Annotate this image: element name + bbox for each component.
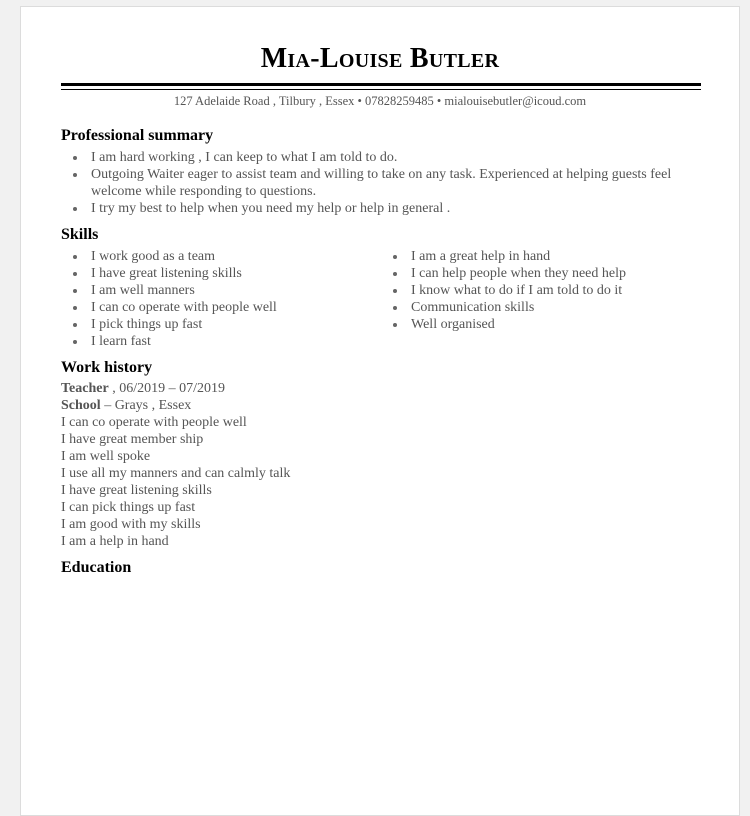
header-divider-thin — [61, 89, 701, 90]
skill-item: I pick things up fast — [61, 316, 371, 333]
work-history-heading: Work history — [61, 359, 153, 376]
work-history-entry — [61, 380, 290, 550]
resume-name: Mia-Louise Butler — [260, 43, 500, 74]
header-divider-thick — [61, 83, 701, 86]
summary-list — [61, 149, 701, 217]
education-heading: Education — [61, 559, 132, 576]
skill-item: I can co operate with people well — [61, 299, 371, 316]
resume-page — [20, 6, 740, 816]
work-detail-line: I use all my manners and can calmly talk — [61, 466, 291, 481]
work-detail-line: I can pick things up fast — [61, 500, 196, 515]
skill-item: I know what to do if I am told to do it — [381, 282, 701, 299]
skill-item: I have great listening skills — [61, 265, 371, 282]
employer-location: – Grays , Essex — [100, 398, 192, 413]
skills-list-right — [381, 248, 701, 333]
work-detail-line: I am well spoke — [61, 449, 151, 464]
skills-list-left — [61, 248, 371, 350]
skill-item: I learn fast — [61, 333, 371, 350]
summary-item: I am hard working , I can keep to what I am told to do. — [61, 149, 701, 166]
work-detail-line: I have great member ship — [61, 432, 204, 447]
job-title: Teacher — [61, 381, 109, 396]
summary-item: Outgoing Waiter eager to assist team and willing to take on any task. Experienced at helping guests feel welcome while responding to questions. — [61, 166, 701, 200]
employer-name: School — [61, 398, 101, 413]
skill-item: I work good as a team — [61, 248, 371, 265]
summary-item: I try my best to help when you need my help or help in general . — [61, 200, 701, 217]
skill-item: I can help people when they need help — [381, 265, 701, 282]
skill-item: I am well manners — [61, 282, 371, 299]
work-detail-line: I am good with my skills — [61, 517, 201, 532]
contact-line: 127 Adelaide Road , Tilbury , Essex • 07828259485 • mialouisebutler@icoud.com — [173, 94, 587, 108]
skill-item: Communication skills — [381, 299, 701, 316]
job-dates: , 06/2019 – 07/2019 — [108, 381, 225, 396]
work-detail-line: I can co operate with people well — [61, 415, 247, 430]
skill-item: Well organised — [381, 316, 701, 333]
work-detail-line: I am a help in hand — [61, 534, 169, 549]
summary-heading: Professional summary — [61, 127, 214, 144]
skill-item: I am a great help in hand — [381, 248, 701, 265]
work-detail-line: I have great listening skills — [61, 483, 212, 498]
employer-line — [61, 397, 290, 414]
job-line — [61, 380, 290, 397]
skills-heading: Skills — [61, 226, 99, 243]
